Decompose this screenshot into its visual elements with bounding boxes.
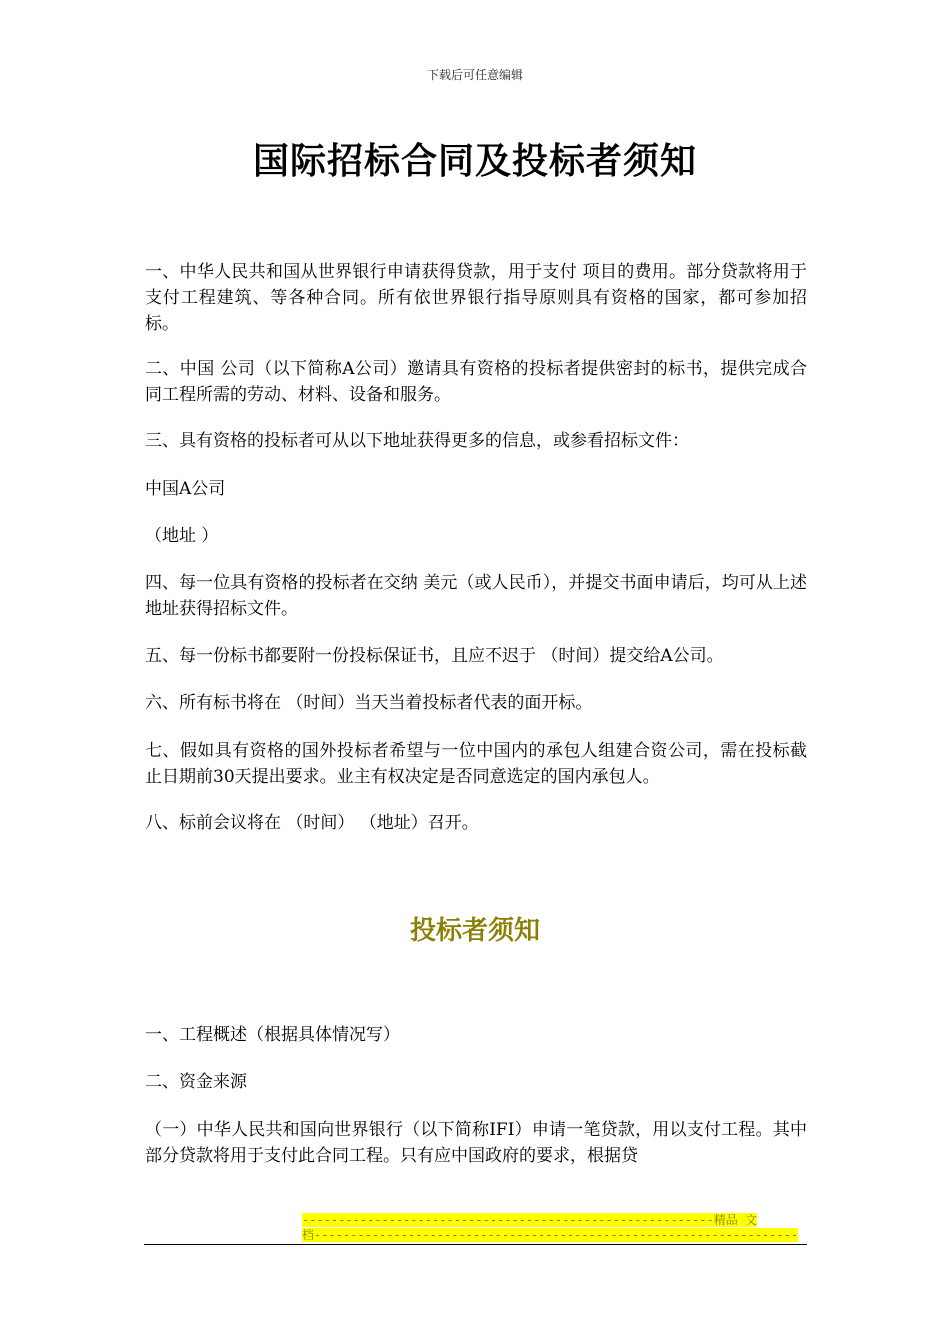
section-paragraph-2: 二、资金来源 bbox=[145, 1072, 247, 1092]
paragraph-5: （地址 ） bbox=[145, 526, 219, 546]
header-note: 下载后可任意编辑 bbox=[426, 68, 523, 82]
section-paragraph-3: （一）中华人民共和国向世界银行（以下简称IFI）申请一笔贷款，用以支付工程。其中部分贷款将用于支付此合同工程。只有应中国政府的要求，根据贷 bbox=[145, 1120, 807, 1166]
paragraph-1: 一、中华人民共和国从世界银行申请获得贷款，用于支付 项目的费用。部分贷款将用于支付工程建筑、等各种合同。所有依世界银行指导原则具有资格的国家，都可参加招标。 bbox=[145, 262, 807, 334]
footer-divider bbox=[144, 1244, 807, 1245]
paragraph-2: 二、中国 公司（以下简称A公司）邀请具有资格的投标者提供密封的标书，提供完成合同工程所需的劳动、材料、设备和服务。 bbox=[145, 359, 807, 405]
footer-watermark-line-1: ---------------------------------------------------------精品 文 bbox=[302, 1213, 758, 1227]
paragraph-6: 四、每一位具有资格的投标者在交纳 美元（或人民币），并提交书面申请后，均可从上述地址获得招标文件。 bbox=[145, 573, 807, 619]
section-paragraph-1: 一、工程概述（根据具体情况写） bbox=[145, 1025, 400, 1045]
section-title: 投标者须知 bbox=[409, 916, 540, 946]
paragraph-8: 六、所有标书将在 （时间）当天当着投标者代表的面开标。 bbox=[145, 693, 593, 713]
footer-watermark-line-2: 档------------------------------------------------------------------- bbox=[302, 1228, 799, 1242]
paragraph-3: 三、具有资格的投标者可从以下地址获得更多的信息，或参看招标文件： bbox=[145, 431, 689, 451]
document-title: 国际招标合同及投标者须知 bbox=[252, 141, 697, 182]
paragraph-7: 五、每一份标书都要附一份投标保证书，且应不迟于 （时间）提交给A公司。 bbox=[145, 646, 724, 666]
paragraph-9: 七、假如具有资格的国外投标者希望与一位中国内的承包人组建合资公司，需在投标截止日期前30天提出要求。业主有权决定是否同意选定的国内承包人。 bbox=[145, 741, 807, 787]
paragraph-4: 中国A公司 bbox=[145, 479, 226, 499]
paragraph-10: 八、标前会议将在 （时间） （地址）召开。 bbox=[145, 813, 479, 833]
